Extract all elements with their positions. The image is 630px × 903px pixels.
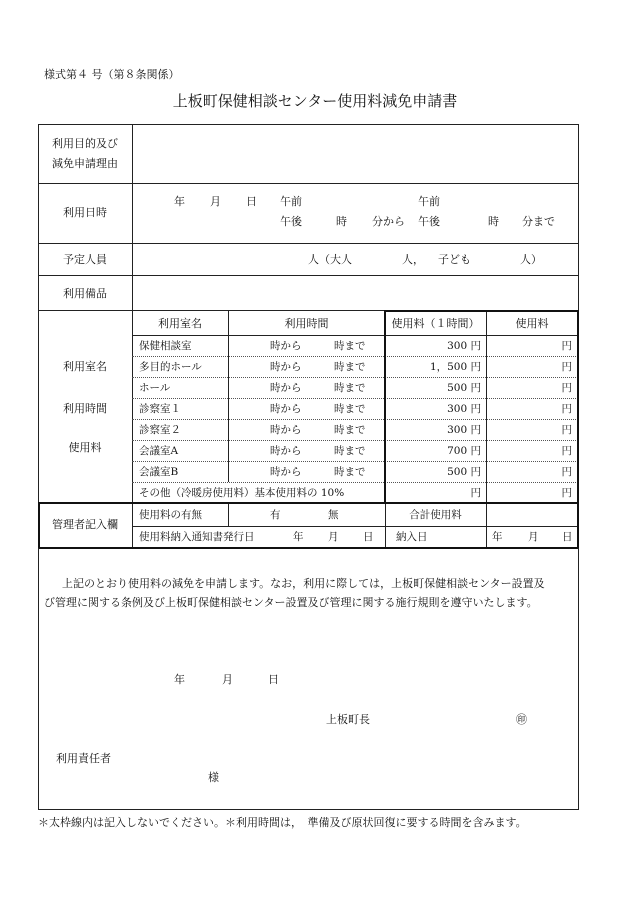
date-label: 利用日時 <box>63 206 107 219</box>
room-fee: 300 円 <box>447 403 481 415</box>
payment-date-label: 納入日 <box>396 531 428 543</box>
room-name: 診察室２ <box>139 424 181 436</box>
equipment-field[interactable] <box>134 277 576 308</box>
header-fee: 使用料 <box>515 317 549 330</box>
fee-input[interactable]: 円 <box>561 340 572 352</box>
header-room: 利用室名 <box>158 317 202 330</box>
responsible-name-field[interactable] <box>132 760 202 782</box>
sign-month[interactable]: 月 <box>222 673 233 686</box>
header-time: 利用時間 <box>284 317 329 330</box>
room-fee: 300 円 <box>447 424 481 436</box>
seal-mark: ㊞ <box>516 713 527 726</box>
room-name: 多目的ホール <box>139 361 202 373</box>
room-section-label: 利用室名 <box>63 360 107 373</box>
room-fee: 700 円 <box>447 445 481 457</box>
room-fee: 500 円 <box>447 466 481 478</box>
usage-no[interactable]: 無 <box>328 509 339 521</box>
form-number: 様式第４ 号（第８条関係） <box>44 68 180 81</box>
purpose-label: 利用目的及び <box>52 137 118 150</box>
usage-label: 使用料の有無 <box>139 509 202 521</box>
room-name: 会議室A <box>139 445 179 457</box>
total-fee-label: 合計使用料 <box>409 509 462 521</box>
fee-input[interactable]: 円 <box>561 382 572 394</box>
fee-section-label: 使用料 <box>68 441 102 454</box>
footnote: ＊太枠線内は記入しないでください。＊利用時間は， 準備及び原状回復に要する時間を含みます。 <box>38 816 527 829</box>
purpose-label-2: 減免申請理由 <box>52 157 118 170</box>
total-fee-field[interactable] <box>488 505 576 525</box>
fee-input[interactable]: 円 <box>561 466 572 478</box>
honorific: 様 <box>208 771 219 784</box>
purpose-field[interactable] <box>134 126 576 181</box>
mayor-label: 上板町長 <box>326 713 370 726</box>
other-fee-hour: 円 <box>470 487 481 499</box>
responsible-label: 利用責任者 <box>56 752 111 765</box>
fee-input[interactable]: 円 <box>561 361 572 373</box>
sign-year[interactable]: 年 <box>174 673 185 686</box>
page-title: 上板町保健相談センター使用料減免申請書 <box>172 92 458 110</box>
other-fee-label: その他（冷暖房使用料）基本使用料の 10% <box>139 487 345 499</box>
fee-input[interactable]: 円 <box>561 487 572 499</box>
statement-line-2: び管理に関する条例及び上板町保健相談センター設置及び管理に関する施行規則を遵守いたします。 <box>44 596 538 609</box>
sign-day[interactable]: 日 <box>268 673 279 686</box>
notice-date-label: 使用料納入通知書発行日 <box>139 531 255 543</box>
fee-input[interactable]: 円 <box>561 424 572 436</box>
statement-line-1: 上記のとおり使用料の減免を申請します。なお，利用に際しては，上板町保健相談センター設置及 <box>62 577 545 590</box>
room-name: 保健相談室 <box>139 340 192 352</box>
fee-input[interactable]: 円 <box>561 403 572 415</box>
usage-yes[interactable]: 有 <box>270 509 281 521</box>
equipment-label: 利用備品 <box>63 287 107 300</box>
fee-input[interactable]: 円 <box>561 445 572 457</box>
room-name: ホール <box>139 382 171 394</box>
time-section-label: 利用時間 <box>63 402 107 415</box>
room-fee: 1，500 円 <box>429 361 481 373</box>
room-fee: 500 円 <box>447 382 481 394</box>
admin-label: 管理者記入欄 <box>52 518 118 531</box>
room-name: 会議室B <box>139 466 179 478</box>
people-label: 予定人員 <box>63 253 107 266</box>
header-fee-hour: 使用料（１時間） <box>391 317 480 330</box>
room-name: 診察室１ <box>139 403 181 415</box>
room-fee: 300 円 <box>447 340 481 352</box>
